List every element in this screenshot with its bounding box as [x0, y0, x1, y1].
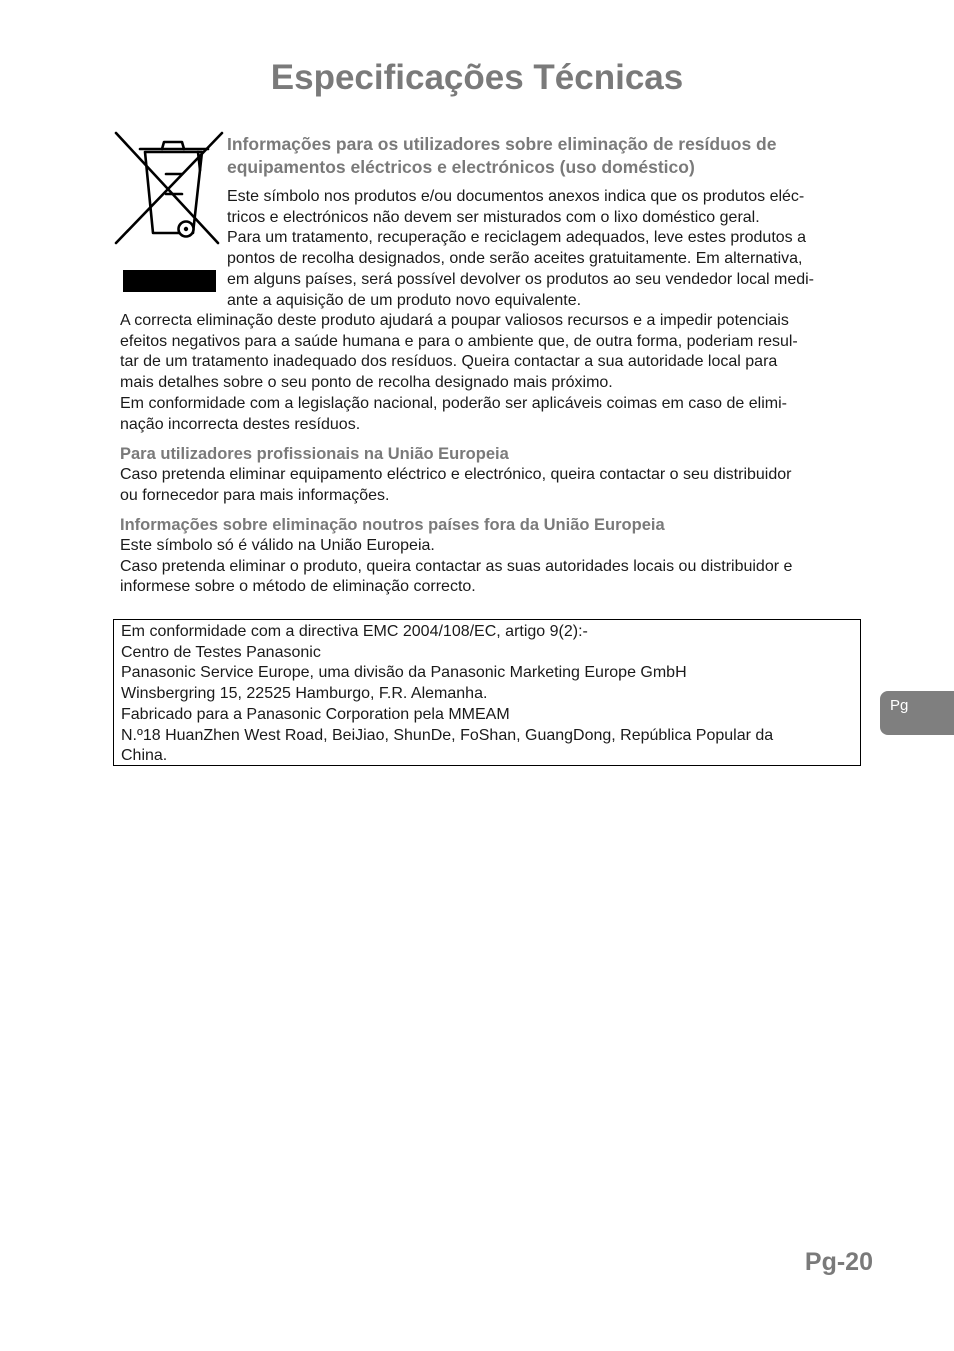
text-line: Caso pretenda eliminar o produto, queira contactar as suas autoridades locais ou distribuidor e: [120, 557, 793, 575]
compliance-line: Winsbergring 15, 22525 Hamburgo, F.R. Alemanha.: [121, 685, 488, 703]
intro-heading-line: equipamentos eléctricos e electrónicos (uso doméstico): [227, 157, 695, 177]
text-line: em alguns países, será possível devolver os produtos ao seu vendedor local medi-: [227, 270, 814, 288]
text-line: Este símbolo nos produtos e/ou documentos anexos indica que os produtos eléc-: [227, 188, 805, 205]
text-line: Para um tratamento, recuperação e reciclagem adequados, leve estes produtos a: [227, 229, 806, 247]
text-line: nação incorrecta destes resíduos.: [120, 415, 361, 433]
compliance-line: China.: [121, 747, 168, 765]
compliance-line: N.º18 HuanZhen West Road, BeiJiao, ShunDe, FoShan, GuangDong, República Popular da: [121, 726, 774, 744]
outside-eu-heading: Informações sobre eliminação noutros países fora da União Europeia: [120, 516, 665, 534]
text-line: pontos de recolha designados, onde serão aceites gratuitamente. Em alternativa,: [227, 250, 803, 268]
compliance-line: Centro de Testes Panasonic: [121, 643, 321, 661]
language-side-tab: [880, 691, 954, 735]
text-line: A correcta eliminação deste produto ajudará a poupar valiosos recursos e a impedir potenciais: [120, 312, 789, 329]
compliance-line: Fabricado para a Panasonic Corporation pela MMEAM: [121, 705, 510, 723]
intro-side-paragraph: [227, 187, 814, 311]
professional-heading: Para utilizadores profissionais na União Europeia: [120, 445, 509, 463]
text-line: ante a aquisição de um produto novo equivalente.: [227, 291, 582, 309]
intro-heading-line: Informações para os utilizadores sobre eliminação de resíduos de: [227, 134, 777, 154]
intro-full-paragraph: [120, 311, 798, 435]
compliance-box: [113, 619, 861, 766]
language-tab-label: Pg: [890, 697, 909, 714]
compliance-line: Em conformidade com a directiva EMC 2004/108/EC, artigo 9(2):-: [121, 623, 588, 640]
text-line: efeitos negativos para a saúde humana e para o ambiente que, de outra forma, poderiam resul-: [120, 332, 798, 350]
page-number: Pg-20: [804, 1248, 873, 1276]
page-title: Especificações Técnicas: [270, 58, 684, 97]
professional-section: [120, 444, 791, 506]
outside-eu-section: [120, 515, 792, 598]
weee-symbol-bar: [123, 270, 216, 292]
text-line: informese sobre o método de eliminação correcto.: [120, 578, 476, 596]
compliance-line: Panasonic Service Europe, uma divisão da Panasonic Marketing Europe GmbH: [121, 664, 687, 682]
intro-heading: [227, 133, 776, 179]
text-line: Em conformidade com a legislação nacional, poderão ser aplicáveis coimas em caso de elimi-: [120, 394, 787, 412]
text-line: tricos e electrónicos não devem ser misturados com o lixo doméstico geral.: [227, 208, 760, 226]
text-line: mais detalhes sobre o seu ponto de recolha designado mais próximo.: [120, 374, 613, 392]
text-line: Caso pretenda eliminar equipamento eléctrico e electrónico, queira contactar o seu distribuidor: [120, 466, 792, 483]
text-line: ou fornecedor para mais informações.: [120, 486, 390, 504]
text-line: tar de um tratamento inadequado dos resíduos. Queira contactar a sua autoridade local para: [120, 353, 778, 371]
text-line: Este símbolo só é válido na União Europeia.: [120, 537, 435, 554]
crossed-out-wheelie-bin-icon: [114, 130, 224, 248]
